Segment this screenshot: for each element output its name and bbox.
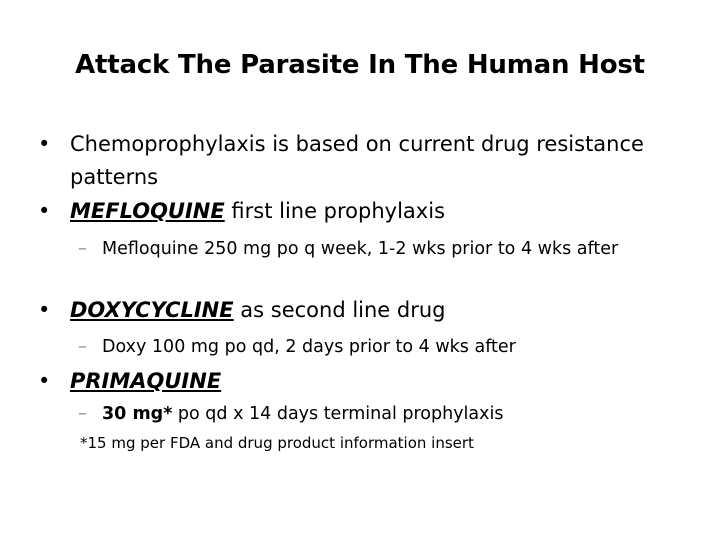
footnote: *15 mg per FDA and drug product information insert [80,434,474,452]
sub-bullet-text: Mefloquine 250 mg po q week, 1-2 wks prior to 4 wks after [102,239,619,259]
bullet-mefloquine [38,195,658,228]
drug-name: MEFLOQUINE [70,199,225,223]
sub-bullet-text [102,401,668,427]
bullet-text: Chemoprophylaxis is based on current drug resistance patterns [70,132,644,189]
sub-bullet-dash: – [78,337,87,357]
sub-bullet-doxycycline-dosage [78,334,668,360]
sub-bullet-text: Doxy 100 mg po qd, 2 days prior to 4 wks after [102,337,516,357]
sub-bullet-dash: – [78,239,87,259]
dose-rest: po qd x 14 days terminal prophylaxis [172,404,504,424]
sub-bullet-primaquine-dosage [78,401,668,427]
bullet-text [70,365,658,398]
bullet-dot: • [38,369,51,393]
bullet-primaquine [38,365,658,398]
bullet-chemoprophylaxis [38,128,658,194]
bullet-rest: as second line drug [233,298,446,322]
bullet-rest: first line prophylaxis [224,199,446,223]
sub-bullet-dash: – [78,404,87,424]
bullet-text [70,294,658,327]
bullet-dot: • [38,132,51,156]
bullet-dot: • [38,199,51,223]
bullet-text [70,195,658,228]
drug-name: DOXYCYCLINE [70,298,234,322]
bullet-dot: • [38,298,51,322]
slide-title: Attack The Parasite In The Human Host [75,50,645,80]
dose-bold: 30 mg* [102,404,173,424]
drug-name: PRIMAQUINE [70,369,222,393]
bullet-doxycycline [38,294,658,327]
sub-bullet-mefloquine-dosage [78,236,668,262]
